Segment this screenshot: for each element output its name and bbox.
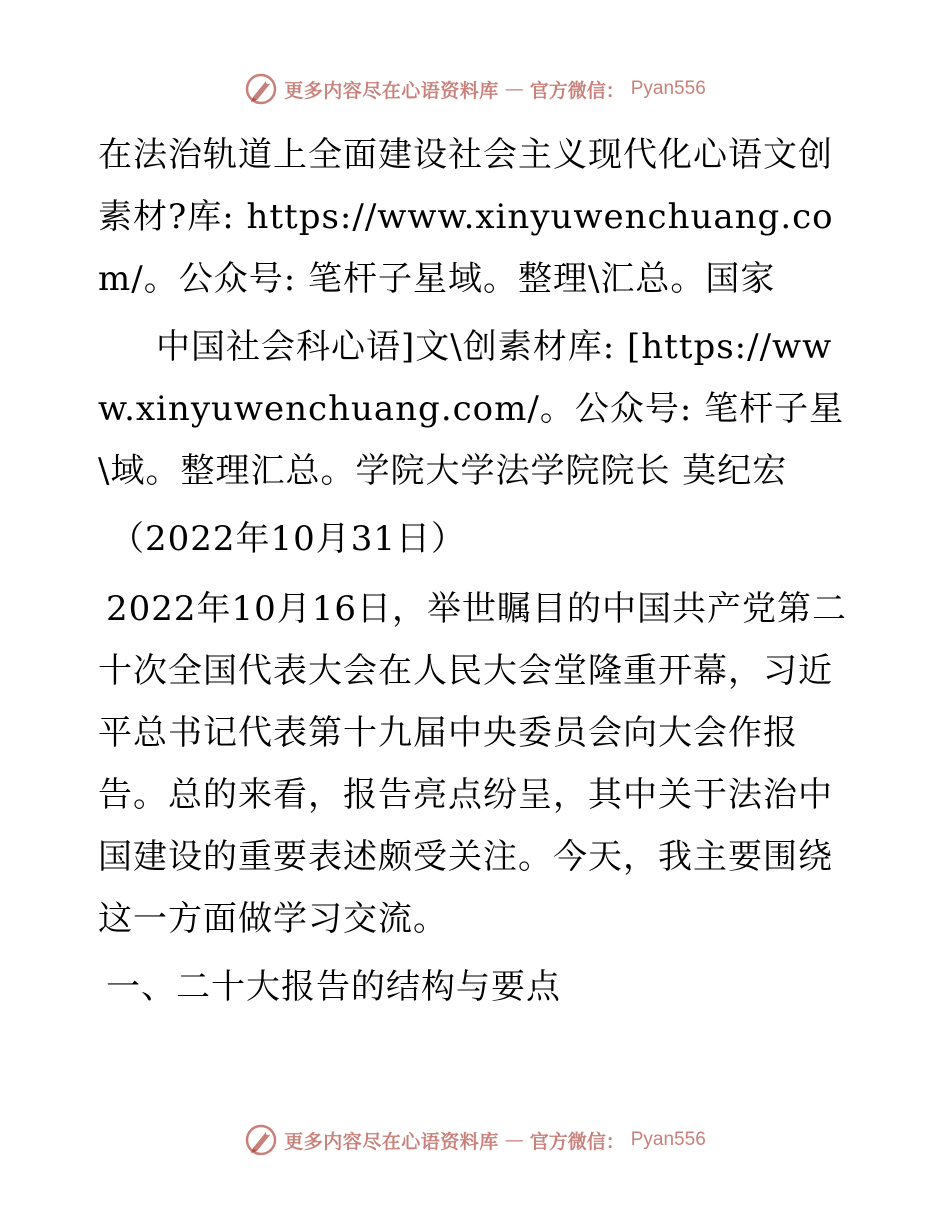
pen-logo-icon [244, 1123, 278, 1157]
date-line: （2022年10月31日） [110, 519, 467, 559]
pen-logo-icon [244, 72, 278, 106]
intro-paragraph: 在法治轨道上全面建设社会主义现代化心语文创素材?库: https://www.xinyuwenchuang.com/。公众号: 笔杆子星域。整理\汇总。国家 [98, 135, 834, 299]
watermark-text: 更多内容尽在心语资料库 [284, 1130, 499, 1153]
header-watermark [0, 72, 950, 106]
watermark-wechat-label: 官方微信： [529, 79, 625, 102]
source-paragraph: 中国社会科心语]文\创素材库: [https://www.xinyuwenchuang.com/。公众号: 笔杆子星\域。整理汇总。学院大学法学院院长 莫纪宏 [98, 327, 845, 491]
watermark-separator: — [504, 78, 524, 100]
watermark-wechat-id: Pyan556 [630, 78, 706, 99]
section-heading: 一、二十大报告的结构与要点 [106, 967, 561, 1007]
body-paragraph: 2022年10月16日，举世瞩目的中国共产党第二十次全国代表大会在人民大会堂隆重开幕，习近平总书记代表第十九届中央委员会向大会作报告。总的来看，报告亮点纷呈，其中关于法治中国建设的重要表述颇受关注。今天，我主要围绕这一方面做学习交流。 [98, 589, 848, 939]
watermark-separator: — [504, 1129, 524, 1151]
watermark-wechat-id: Pyan556 [630, 1129, 706, 1150]
document-body [98, 124, 858, 1018]
watermark-wechat-label: 官方微信： [529, 1130, 625, 1153]
footer-watermark [0, 1123, 950, 1157]
watermark-text: 更多内容尽在心语资料库 [284, 79, 499, 102]
